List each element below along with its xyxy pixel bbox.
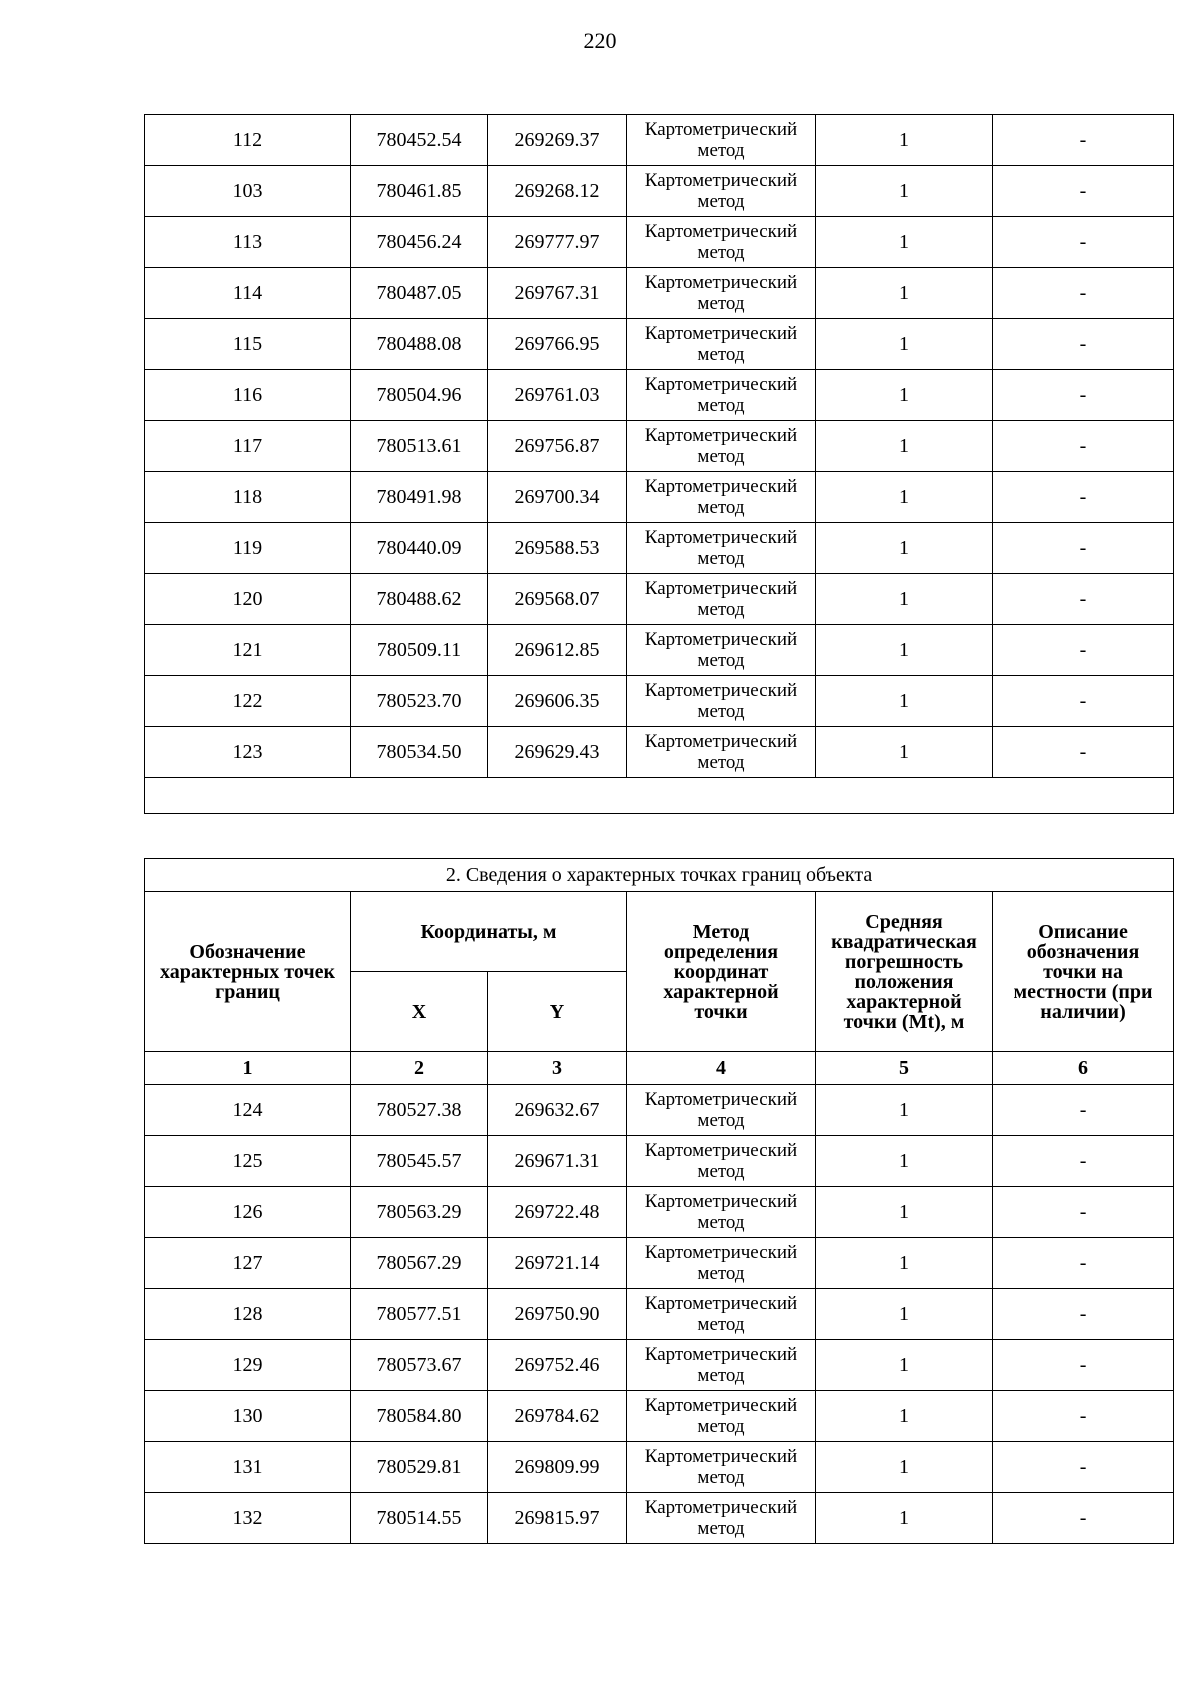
method-cell: [627, 1187, 816, 1238]
table-row: [145, 1442, 1174, 1493]
point-number-cell: 112: [145, 115, 351, 166]
header-row: [145, 892, 1174, 972]
method-cell: [627, 370, 816, 421]
point-number-cell: 120: [145, 574, 351, 625]
column-number-row: [145, 1052, 1174, 1085]
coordinates-table-continued: [144, 114, 1174, 814]
point-number-cell: 132: [145, 1493, 351, 1544]
description-cell: -: [993, 676, 1174, 727]
header-error-line: точки (Mt), м: [843, 1010, 965, 1033]
table-caption-row: [145, 859, 1174, 892]
table-row: [145, 268, 1174, 319]
table-row: [145, 625, 1174, 676]
method-cell: [627, 268, 816, 319]
method-line: метод: [697, 446, 745, 467]
method-line: Картометрический: [644, 680, 798, 701]
header-description-line: наличии): [1040, 1000, 1126, 1023]
mean-error-cell: 1: [816, 1493, 993, 1544]
method-cell: [627, 1136, 816, 1187]
method-cell: [627, 727, 816, 778]
column-number: 5: [816, 1052, 993, 1085]
table-row: [145, 472, 1174, 523]
header-method-line: определения: [663, 940, 779, 963]
description-cell: -: [993, 370, 1174, 421]
method-line: метод: [697, 1314, 745, 1335]
table-row: [145, 217, 1174, 268]
point-number-cell: 126: [145, 1187, 351, 1238]
y-coordinate-cell: 269269.37: [488, 115, 627, 166]
method-line: метод: [697, 1212, 745, 1233]
mean-error-cell: 1: [816, 1238, 993, 1289]
y-coordinate-cell: 269568.07: [488, 574, 627, 625]
description-cell: -: [993, 115, 1174, 166]
description-cell: -: [993, 217, 1174, 268]
method-line: Картометрический: [644, 119, 798, 140]
header-method-line: характерной: [663, 980, 779, 1003]
header-coordinates: Координаты, м: [351, 892, 627, 972]
header-y: Y: [488, 972, 627, 1052]
method-line: метод: [697, 1263, 745, 1284]
y-coordinate-cell: 269268.12: [488, 166, 627, 217]
description-cell: -: [993, 1289, 1174, 1340]
mean-error-cell: 1: [816, 1391, 993, 1442]
x-coordinate-cell: 780577.51: [351, 1289, 488, 1340]
method-line: метод: [697, 293, 745, 314]
mean-error-cell: 1: [816, 1289, 993, 1340]
description-cell: -: [993, 472, 1174, 523]
y-coordinate-cell: 269671.31: [488, 1136, 627, 1187]
table-body: [145, 1085, 1174, 1544]
point-number-cell: 118: [145, 472, 351, 523]
mean-error-cell: 1: [816, 727, 993, 778]
header-designation-line: Обозначение: [189, 940, 306, 963]
y-coordinate-cell: 269752.46: [488, 1340, 627, 1391]
x-coordinate-cell: 780452.54: [351, 115, 488, 166]
y-coordinate-cell: 269777.97: [488, 217, 627, 268]
header-description-line: Описание: [1038, 920, 1128, 943]
column-number: 6: [993, 1052, 1174, 1085]
y-coordinate-cell: 269721.14: [488, 1238, 627, 1289]
method-line: Картометрический: [644, 1140, 798, 1161]
method-cell: [627, 1493, 816, 1544]
method-line: Картометрический: [644, 221, 798, 242]
table-row: [145, 319, 1174, 370]
header-description-line: точки на: [1043, 960, 1123, 983]
point-number-cell: 131: [145, 1442, 351, 1493]
description-cell: -: [993, 1136, 1174, 1187]
method-line: метод: [697, 395, 745, 416]
header-description: [993, 892, 1174, 1052]
method-cell: [627, 1238, 816, 1289]
y-coordinate-cell: 269809.99: [488, 1442, 627, 1493]
method-line: метод: [697, 191, 745, 212]
method-line: метод: [697, 599, 745, 620]
y-coordinate-cell: 269612.85: [488, 625, 627, 676]
description-cell: -: [993, 625, 1174, 676]
method-line: Картометрический: [644, 1395, 798, 1416]
column-number: 1: [145, 1052, 351, 1085]
y-coordinate-cell: 269700.34: [488, 472, 627, 523]
description-cell: -: [993, 727, 1174, 778]
point-number-cell: 113: [145, 217, 351, 268]
table-body: [145, 115, 1174, 778]
method-line: Картометрический: [644, 527, 798, 548]
column-number: 3: [488, 1052, 627, 1085]
method-cell: [627, 625, 816, 676]
table-row: [145, 1187, 1174, 1238]
x-coordinate-cell: 780513.61: [351, 421, 488, 472]
method-line: метод: [697, 1518, 745, 1539]
description-cell: -: [993, 1085, 1174, 1136]
y-coordinate-cell: 269750.90: [488, 1289, 627, 1340]
mean-error-cell: 1: [816, 1442, 993, 1493]
method-line: Картометрический: [644, 170, 798, 191]
description-cell: -: [993, 268, 1174, 319]
column-number: 2: [351, 1052, 488, 1085]
method-line: метод: [697, 242, 745, 263]
x-coordinate-cell: 780545.57: [351, 1136, 488, 1187]
method-line: Картометрический: [644, 1191, 798, 1212]
method-cell: [627, 115, 816, 166]
point-number-cell: 124: [145, 1085, 351, 1136]
mean-error-cell: 1: [816, 523, 993, 574]
method-cell: [627, 574, 816, 625]
mean-error-cell: 1: [816, 421, 993, 472]
point-number-cell: 128: [145, 1289, 351, 1340]
method-line: Картометрический: [644, 476, 798, 497]
method-line: Картометрический: [644, 425, 798, 446]
mean-error-cell: 1: [816, 625, 993, 676]
mean-error-cell: 1: [816, 370, 993, 421]
method-line: Картометрический: [644, 578, 798, 599]
header-error-line: погрешность: [844, 950, 964, 973]
point-number-cell: 121: [145, 625, 351, 676]
point-number-cell: 103: [145, 166, 351, 217]
table-row: [145, 1238, 1174, 1289]
mean-error-cell: 1: [816, 1340, 993, 1391]
column-number: 4: [627, 1052, 816, 1085]
mean-error-cell: 1: [816, 217, 993, 268]
point-number-cell: 123: [145, 727, 351, 778]
table-row: [145, 574, 1174, 625]
header-designation-line: характерных точек: [159, 960, 336, 983]
point-number-cell: 129: [145, 1340, 351, 1391]
table-row: [145, 1493, 1174, 1544]
description-cell: -: [993, 1187, 1174, 1238]
blank-cell: [145, 778, 1174, 814]
method-line: Картометрический: [644, 629, 798, 650]
mean-error-cell: 1: [816, 166, 993, 217]
header-error-line: положения: [854, 970, 954, 993]
x-coordinate-cell: 780573.67: [351, 1340, 488, 1391]
method-cell: [627, 523, 816, 574]
table-row: [145, 115, 1174, 166]
y-coordinate-cell: 269761.03: [488, 370, 627, 421]
method-line: метод: [697, 650, 745, 671]
characteristic-points-table: [144, 858, 1174, 1544]
table-row: [145, 676, 1174, 727]
header-designation-line: границ: [215, 980, 280, 1003]
method-line: Картометрический: [644, 1344, 798, 1365]
y-coordinate-cell: 269756.87: [488, 421, 627, 472]
x-coordinate-cell: 780523.70: [351, 676, 488, 727]
description-cell: -: [993, 421, 1174, 472]
method-line: Картометрический: [644, 1497, 798, 1518]
description-cell: -: [993, 1442, 1174, 1493]
description-cell: -: [993, 319, 1174, 370]
table-row: [145, 421, 1174, 472]
mean-error-cell: 1: [816, 574, 993, 625]
method-line: метод: [697, 497, 745, 518]
method-line: Картометрический: [644, 323, 798, 344]
method-cell: [627, 1085, 816, 1136]
description-cell: -: [993, 1493, 1174, 1544]
table-caption: 2. Сведения о характерных точках границ объекта: [145, 859, 1174, 892]
method-cell: [627, 1391, 816, 1442]
y-coordinate-cell: 269815.97: [488, 1493, 627, 1544]
header-method: [627, 892, 816, 1052]
x-coordinate-cell: 780509.11: [351, 625, 488, 676]
method-line: метод: [697, 752, 745, 773]
x-coordinate-cell: 780487.05: [351, 268, 488, 319]
method-line: Картометрический: [644, 1293, 798, 1314]
mean-error-cell: 1: [816, 676, 993, 727]
mean-error-cell: 1: [816, 319, 993, 370]
header-error-line: характерной: [846, 990, 962, 1013]
x-coordinate-cell: 780563.29: [351, 1187, 488, 1238]
description-cell: -: [993, 523, 1174, 574]
x-coordinate-cell: 780491.98: [351, 472, 488, 523]
method-line: метод: [697, 1161, 745, 1182]
blank-row: [145, 778, 1174, 814]
method-cell: [627, 166, 816, 217]
table-row: [145, 166, 1174, 217]
table-row: [145, 1085, 1174, 1136]
description-cell: -: [993, 166, 1174, 217]
method-cell: [627, 676, 816, 727]
method-cell: [627, 217, 816, 268]
y-coordinate-cell: 269629.43: [488, 727, 627, 778]
x-coordinate-cell: 780488.62: [351, 574, 488, 625]
header-method-line: координат: [673, 960, 769, 983]
point-number-cell: 122: [145, 676, 351, 727]
point-number-cell: 125: [145, 1136, 351, 1187]
mean-error-cell: 1: [816, 1085, 993, 1136]
header-description-line: обозначения: [1026, 940, 1140, 963]
point-number-cell: 116: [145, 370, 351, 421]
point-number-cell: 119: [145, 523, 351, 574]
table-row: [145, 1289, 1174, 1340]
x-coordinate-cell: 780456.24: [351, 217, 488, 268]
x-coordinate-cell: 780461.85: [351, 166, 488, 217]
x-coordinate-cell: 780488.08: [351, 319, 488, 370]
method-line: метод: [697, 140, 745, 161]
method-line: Картометрический: [644, 1446, 798, 1467]
page-number: 220: [583, 28, 617, 53]
method-cell: [627, 319, 816, 370]
header-description-line: местности (при: [1013, 980, 1153, 1003]
method-cell: [627, 421, 816, 472]
method-line: метод: [697, 701, 745, 722]
method-cell: [627, 1442, 816, 1493]
y-coordinate-cell: 269767.31: [488, 268, 627, 319]
header-method-line: точки: [694, 1000, 748, 1023]
header-error-line: Средняя: [865, 910, 943, 933]
method-line: метод: [697, 344, 745, 365]
point-number-cell: 130: [145, 1391, 351, 1442]
header-error-line: квадратическая: [831, 930, 977, 953]
table-row: [145, 1136, 1174, 1187]
header-mean-error: [816, 892, 993, 1052]
mean-error-cell: 1: [816, 115, 993, 166]
method-line: Картометрический: [644, 272, 798, 293]
x-coordinate-cell: 780440.09: [351, 523, 488, 574]
mean-error-cell: 1: [816, 1136, 993, 1187]
method-line: метод: [697, 1110, 745, 1131]
method-line: метод: [697, 1365, 745, 1386]
method-line: Картометрический: [644, 1089, 798, 1110]
mean-error-cell: 1: [816, 268, 993, 319]
point-number-cell: 127: [145, 1238, 351, 1289]
header-designation: [145, 892, 351, 1052]
method-cell: [627, 472, 816, 523]
table-row: [145, 523, 1174, 574]
mean-error-cell: 1: [816, 472, 993, 523]
table-row: [145, 1340, 1174, 1391]
x-coordinate-cell: 780534.50: [351, 727, 488, 778]
header-x: X: [351, 972, 488, 1052]
method-cell: [627, 1340, 816, 1391]
point-number-cell: 115: [145, 319, 351, 370]
y-coordinate-cell: 269722.48: [488, 1187, 627, 1238]
point-number-cell: 114: [145, 268, 351, 319]
method-line: метод: [697, 548, 745, 569]
y-coordinate-cell: 269766.95: [488, 319, 627, 370]
description-cell: -: [993, 1238, 1174, 1289]
method-line: Картометрический: [644, 1242, 798, 1263]
method-line: метод: [697, 1467, 745, 1488]
method-line: метод: [697, 1416, 745, 1437]
y-coordinate-cell: 269784.62: [488, 1391, 627, 1442]
method-cell: [627, 1289, 816, 1340]
x-coordinate-cell: 780567.29: [351, 1238, 488, 1289]
y-coordinate-cell: 269606.35: [488, 676, 627, 727]
table-row: [145, 370, 1174, 421]
x-coordinate-cell: 780504.96: [351, 370, 488, 421]
point-number-cell: 117: [145, 421, 351, 472]
description-cell: -: [993, 1391, 1174, 1442]
x-coordinate-cell: 780514.55: [351, 1493, 488, 1544]
x-coordinate-cell: 780529.81: [351, 1442, 488, 1493]
x-coordinate-cell: 780527.38: [351, 1085, 488, 1136]
description-cell: -: [993, 574, 1174, 625]
x-coordinate-cell: 780584.80: [351, 1391, 488, 1442]
header-method-line: Метод: [692, 920, 750, 943]
method-line: Картометрический: [644, 731, 798, 752]
table-row: [145, 727, 1174, 778]
description-cell: -: [993, 1340, 1174, 1391]
y-coordinate-cell: 269632.67: [488, 1085, 627, 1136]
table-row: [145, 1391, 1174, 1442]
y-coordinate-cell: 269588.53: [488, 523, 627, 574]
method-line: Картометрический: [644, 374, 798, 395]
mean-error-cell: 1: [816, 1187, 993, 1238]
